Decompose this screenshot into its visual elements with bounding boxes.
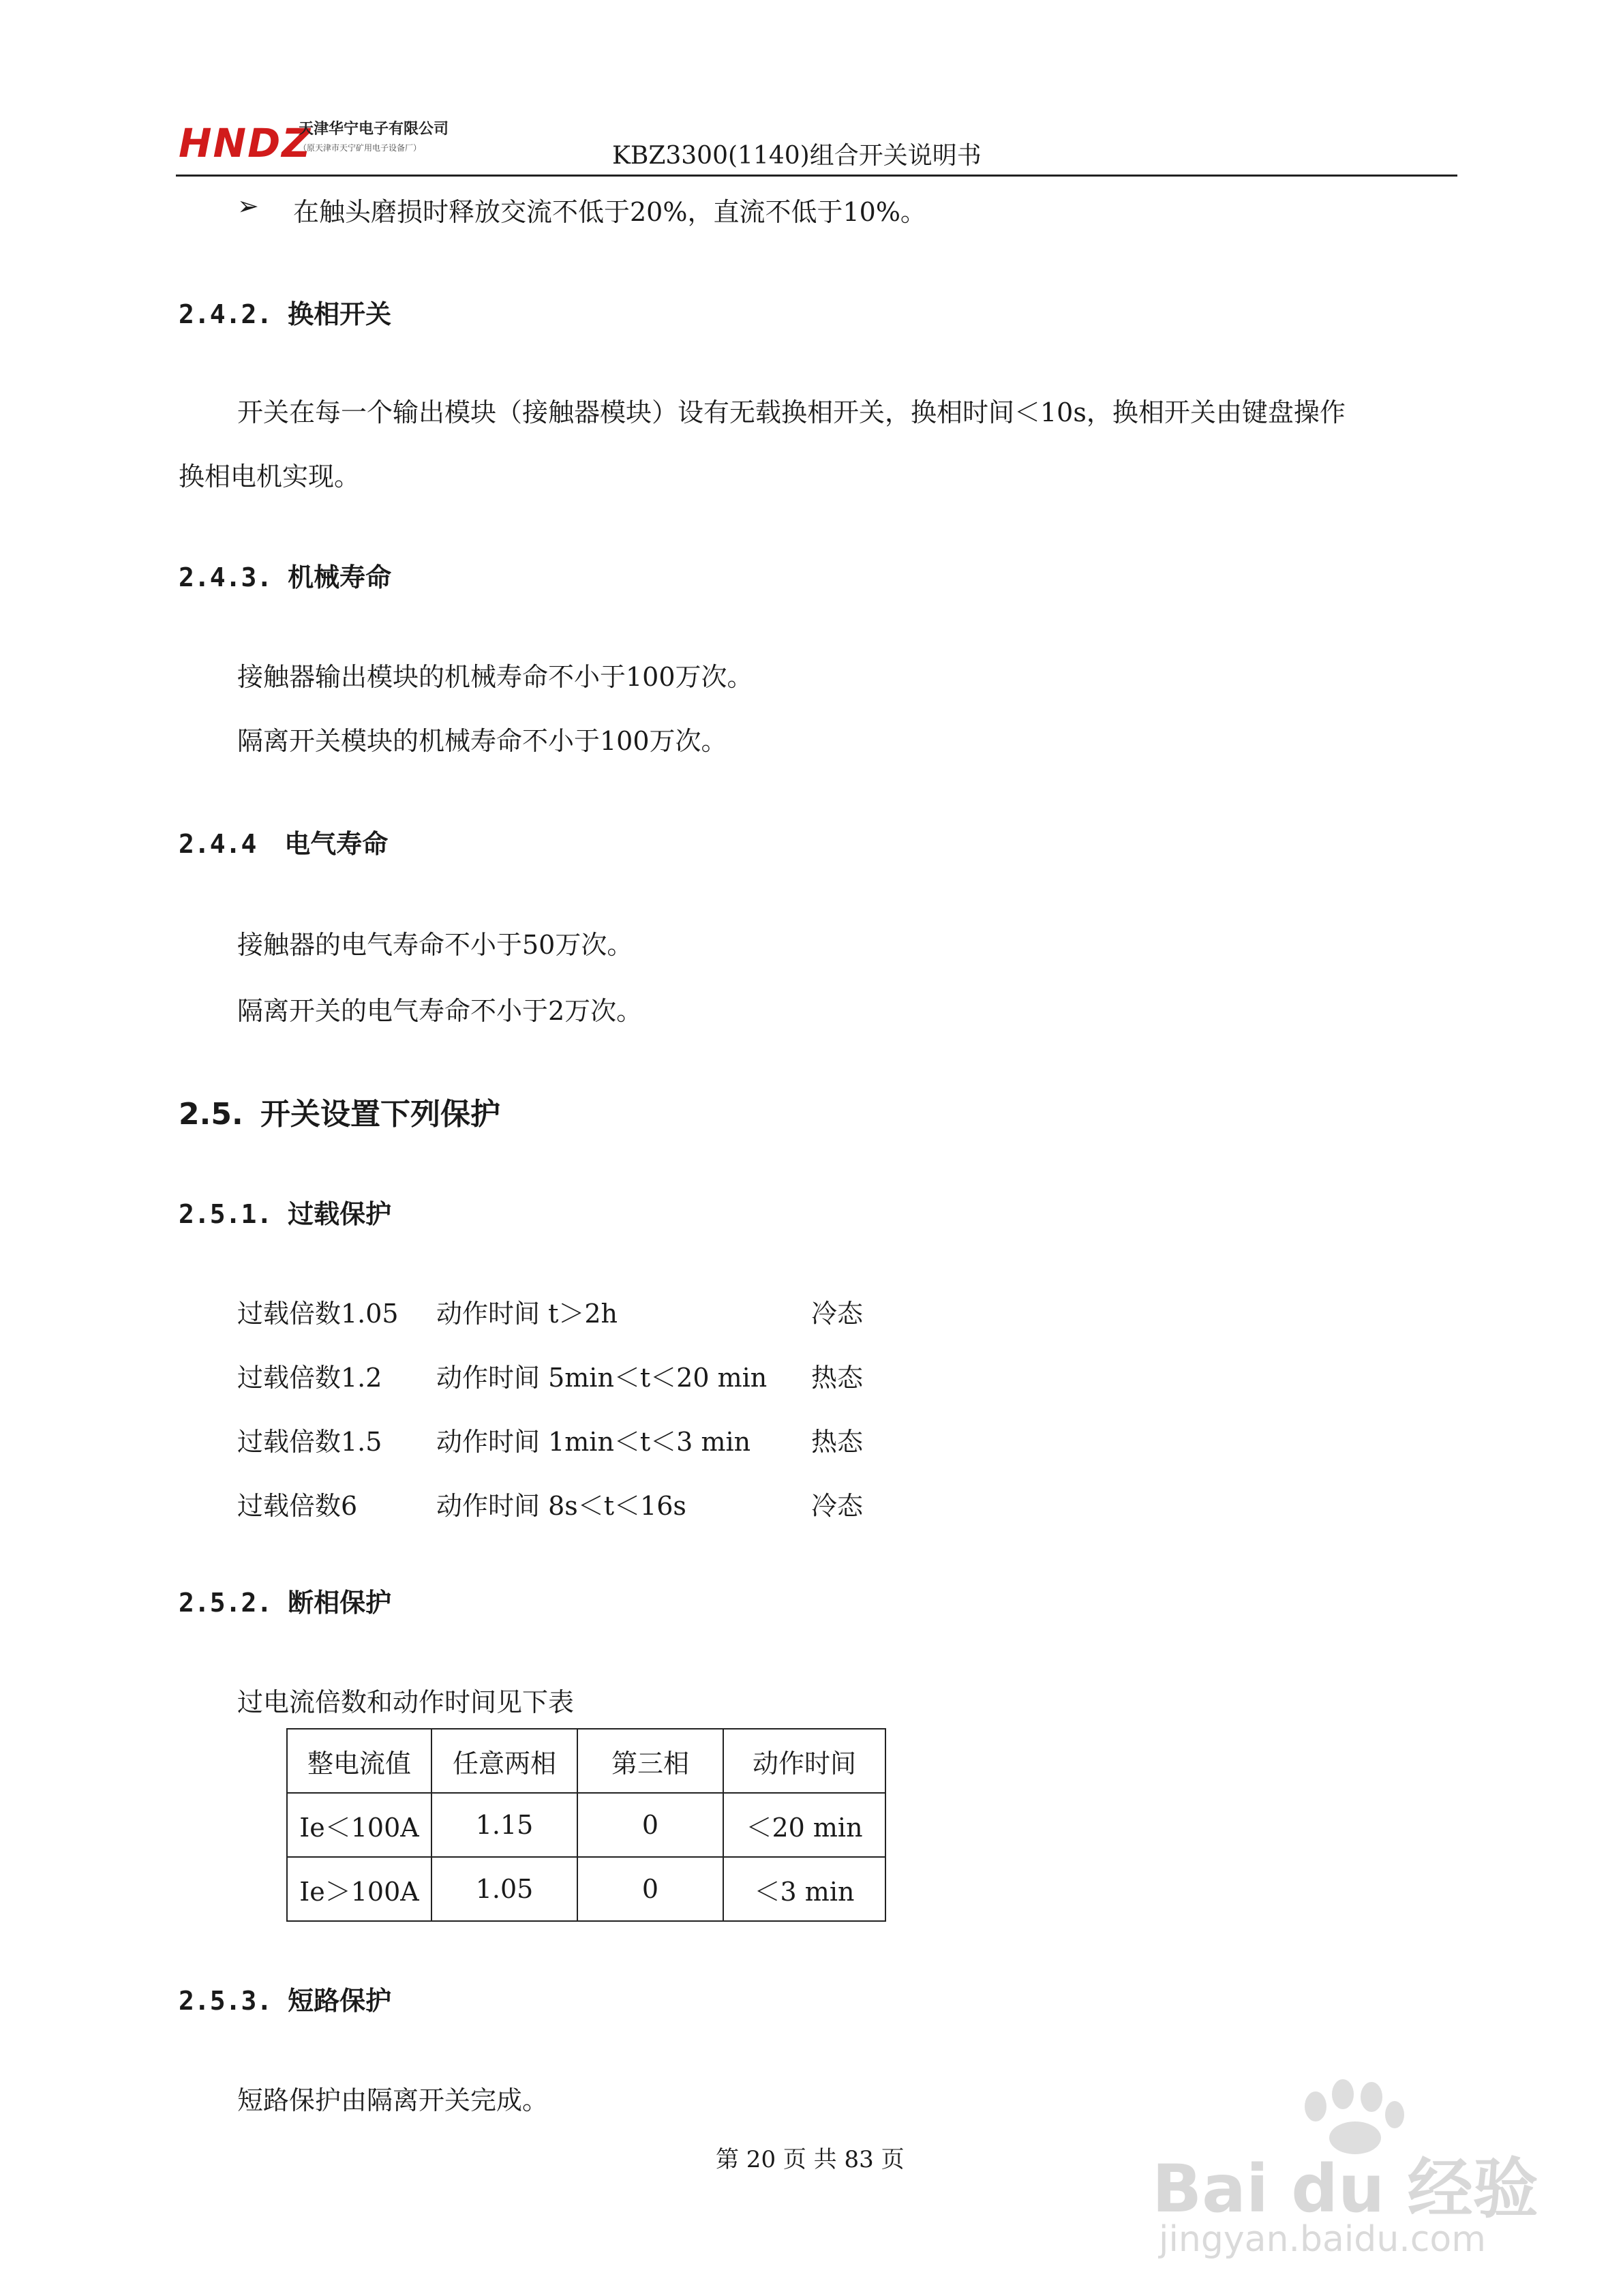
table-header-cell: 整电流值 [287,1729,431,1793]
overload-factor: 过载倍数1.2 [237,1363,382,1393]
overload-time: 动作时间 8s＜t＜16s [436,1491,686,1521]
overload-state: 热态 [811,1363,864,1393]
bullet-icon: ➢ [237,191,259,221]
overload-state: 热态 [811,1427,864,1457]
section-heading-2-5-1 [179,1193,391,1230]
overload-factor: 过载倍数6 [237,1491,358,1521]
phase-loss-table [286,1728,886,1922]
watermark-url: jingyan.baidu.com [1159,2219,1486,2260]
paragraph-line: 隔离开关的电气寿命不小于2万次。 [237,996,643,1026]
table-intro: 过电流倍数和动作时间见下表 [237,1687,575,1717]
section-number: 2.5. [179,1097,243,1132]
paragraph-line: 接触器的电气寿命不小于50万次。 [237,930,633,960]
section-title: 短路保护 [288,1986,392,2016]
paragraph-line: 开关在每一个输出模块（接触器模块）设有无载换相开关，换相时间＜10s，换相开关由键盘操作 [237,397,1346,427]
section-number: 2.4.4 [179,829,257,859]
paragraph-line: 隔离开关模块的机械寿命不小于100万次。 [237,726,727,756]
table-cell: 1.15 [431,1793,577,1857]
logo-subtitle: （原天津市天宁矿用电子设备厂） [299,143,422,153]
overload-state: 冷态 [811,1491,864,1521]
table-header-cell: 动作时间 [723,1729,885,1793]
company-logo [179,115,449,166]
overload-state: 冷态 [811,1299,864,1329]
overload-time: 动作时间 t＞2h [436,1299,618,1329]
section-title: 开关设置下列保护 [260,1097,500,1132]
table-cell: Ie＜100A [287,1793,431,1857]
table-header-cell: 第三相 [577,1729,723,1793]
logo-company-name: 天津华宁电子有限公司 [299,121,449,138]
watermark-brand: Bai du 经验 [1152,2151,1538,2227]
paragraph-line: 接触器输出模块的机械寿命不小于100万次。 [237,662,753,692]
table-cell: ＜3 min [723,1857,885,1921]
logo-mark: HNDZ [179,120,312,166]
section-number: 2.4.2. [179,299,273,329]
section-number: 2.4.3. [179,562,273,592]
table-cell: 0 [577,1857,723,1921]
section-heading-2-4-2 [179,293,391,331]
table-header-cell: 任意两相 [431,1729,577,1793]
document-title: KBZ3300(1140)组合开关说明书 [612,142,982,170]
section-heading-2-5 [179,1089,500,1133]
header-divider [176,175,1457,177]
table-header-row [287,1729,885,1793]
section-heading-2-4-3 [179,556,391,594]
baidu-watermark [1152,2079,1538,2263]
section-heading-2-5-2 [179,1582,391,1619]
section-title: 机械寿命 [288,562,392,592]
table-cell: ＜20 min [723,1793,885,1857]
page-number: 第 20 页 共 83 页 [716,2146,905,2173]
paragraph-line: 短路保护由隔离开关完成。 [237,2085,549,2115]
table-row [287,1793,885,1857]
section-title: 电气寿命 [284,829,389,859]
overload-factor: 过载倍数1.5 [237,1427,382,1457]
table-row [287,1857,885,1921]
paragraph-line: 换相电机实现。 [179,462,361,492]
overload-time: 动作时间 1min＜t＜3 min [436,1427,751,1457]
section-number: 2.5.3. [179,1986,273,2016]
section-heading-2-5-3 [179,1980,391,2017]
overload-time: 动作时间 5min＜t＜20 min [436,1363,768,1393]
bullet-text: 在触头磨损时释放交流不低于20%，直流不低于10%。 [293,197,926,227]
section-title: 过载保护 [288,1199,392,1229]
section-number: 2.5.1. [179,1199,273,1229]
table-cell: Ie＞100A [287,1857,431,1921]
section-title: 换相开关 [288,299,392,329]
table-cell: 1.05 [431,1857,577,1921]
overload-factor: 过载倍数1.05 [237,1299,399,1329]
table-cell: 0 [577,1793,723,1857]
section-title: 断相保护 [288,1588,392,1618]
section-number: 2.5.2. [179,1588,273,1618]
section-heading-2-4-4 [179,823,388,860]
